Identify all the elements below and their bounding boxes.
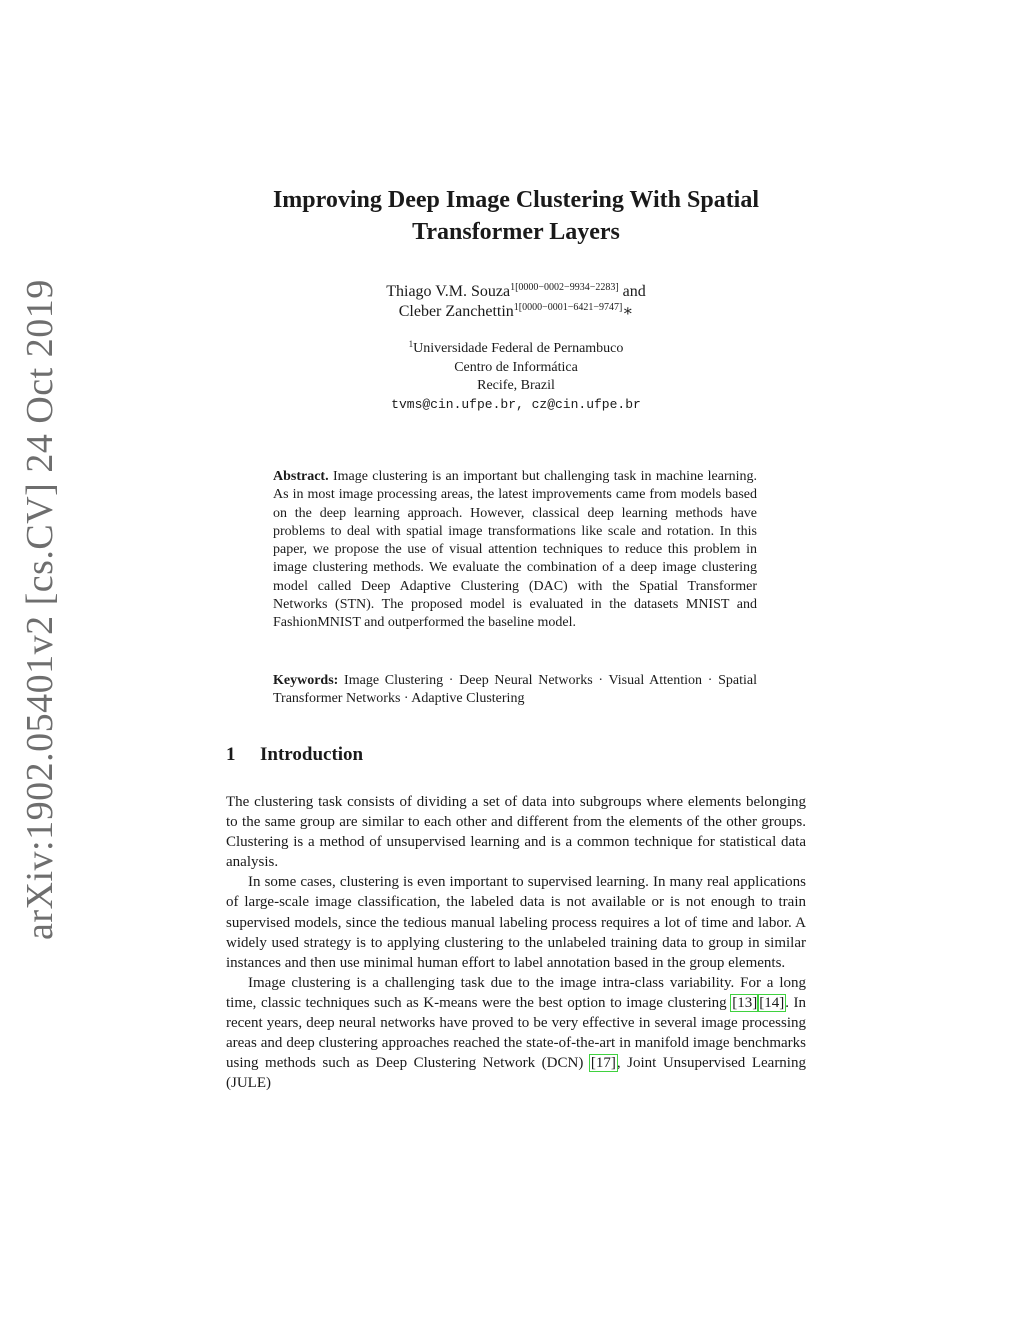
affiliation-location: Recife, Brazil [477, 378, 555, 393]
affiliation-department: Centro de Informática [454, 359, 578, 375]
author-name: Thiago V.M. Souza [386, 283, 511, 300]
affiliation-institution: Universidade Federal de Pernambuco [413, 341, 624, 356]
abstract [273, 468, 757, 633]
section-title: Introduction [260, 744, 364, 765]
citation-link[interactable]: [14] [759, 994, 785, 1011]
paragraph: In some cases, clustering is even important to supervised learning. In many real applications of large-scale image classification, the labeled data is not available or is not enough to train supervised models, since the tedious manual labeling process requires a lot of time and labor. A widely used strategy is to applying clustering to the unlabeled training data to group in similar instances and then use minimal human effort to label annotation based in the group elements. [226, 874, 806, 971]
keywords-text: Image Clustering · Deep Neural Networks · Visual Attention · Spatial Transformer Networks · Adaptive Clustering [273, 673, 758, 707]
author-orcid: 1[0000−0001−6421−9747] [513, 302, 623, 313]
author-list [226, 282, 806, 322]
paper-title [226, 184, 806, 248]
keywords [273, 672, 757, 709]
paper-title-line2: Transformer Layers [412, 219, 620, 245]
section-number: 1 [226, 744, 236, 765]
section-heading [226, 744, 363, 766]
author-orcid: 1[0000−0002−9934−2283] [510, 282, 619, 293]
citation-link[interactable]: [17] [590, 1055, 616, 1072]
paragraph [226, 973, 806, 1094]
paragraph: The clustering task consists of dividing a set of data into subgroups where elements belonging to the same group are similar to each other and different from the elements of the other groups. Clustering is a method of unsupervised learning and is a common technique for statistical data analysis. [226, 794, 806, 871]
author-separator: and [618, 283, 646, 300]
author-line [226, 302, 806, 322]
abstract-label: Abstract. [273, 469, 329, 484]
affiliation-institution-line [226, 340, 806, 359]
corresponding-mark: ∗ [622, 303, 634, 320]
author-name: Cleber Zanchettin [398, 303, 514, 320]
paragraph-text: Image clustering is a challenging task due to the image intra-class variability. For a long time, classic techniques such as K-means were the best option to image clustering [226, 974, 806, 1011]
affiliation-mark: 1 [408, 339, 414, 349]
paragraph-text: . In recent years, deep neural networks have proved to be very effective in several image processing areas and deep clustering approaches reached the state-of-the-art in manifold image benchmarks using methods such as Deep Clustering Network (DCN) [226, 994, 806, 1072]
introduction-body [226, 792, 806, 1093]
paragraph-text: , Joint Unsupervised Learning (JULE) [226, 1055, 806, 1092]
abstract-text: Image clustering is an important but challenging task in machine learning. As in most image processing areas, the latest improvements came from models based on the deep learning approach. However, classical deep learning methods have problems to deal with spatial image transformations like scale and rotation. In this paper, we propose the use of visual attention techniques to reduce this problem in image clustering methods. We evaluate the combination of a deep image clustering model called Deep Adaptive Clustering (DAC) with the Spatial Transformer Networks (STN). The proposed model is evaluated in the datasets MNIST and FashionMNIST and outperformed the baseline model. [273, 469, 757, 631]
author-emails: tvms@cin.ufpe.br, cz@cin.ufpe.br [391, 396, 641, 412]
citation-link[interactable]: [13] [732, 994, 758, 1011]
arxiv-identifier: arXiv:1902.05401v2 [cs.CV] 24 Oct 2019 [19, 279, 61, 940]
keywords-label: Keywords: [273, 673, 339, 688]
paper-title-line1: Improving Deep Image Clustering With Spatial [272, 187, 760, 213]
affiliation-block [226, 340, 806, 414]
author-line [226, 282, 806, 302]
